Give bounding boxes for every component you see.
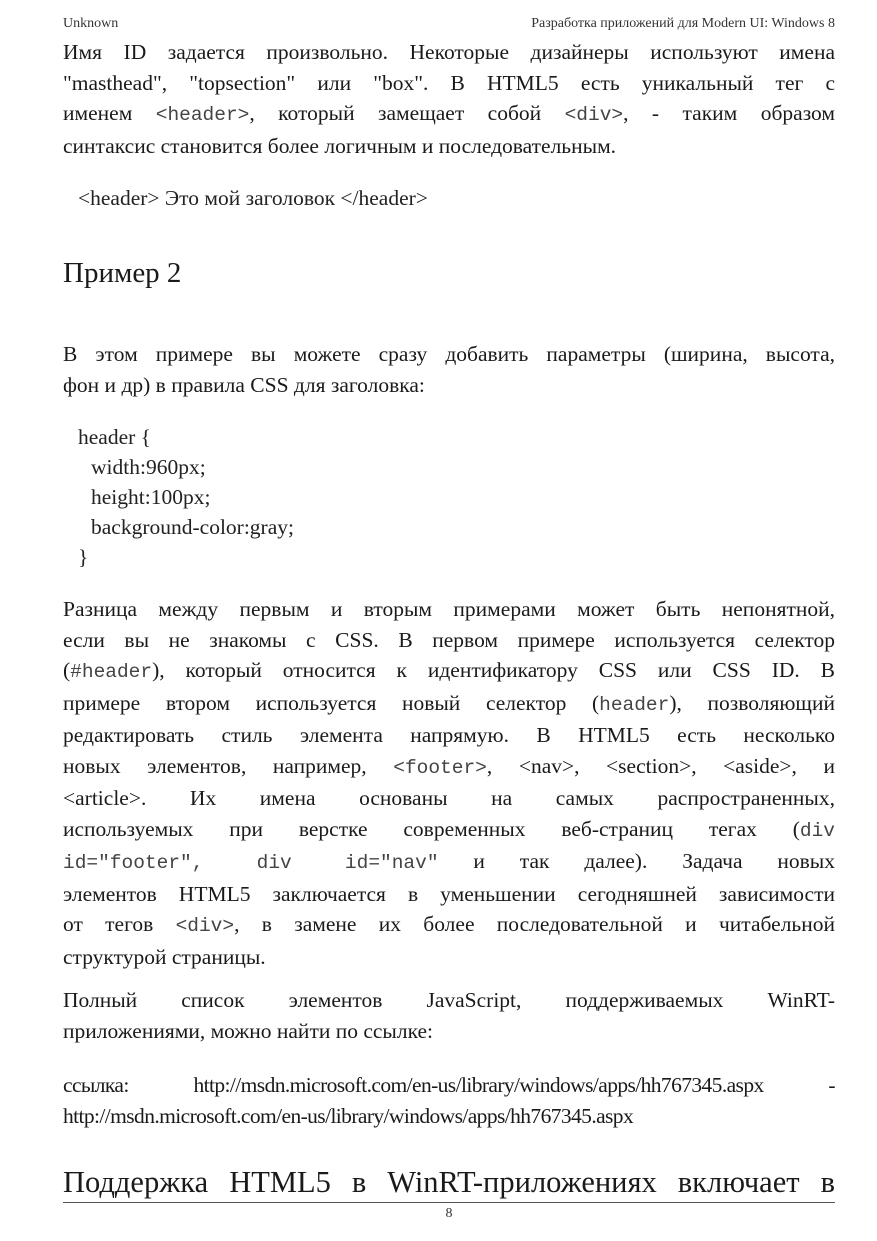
text-span: ), который относится к идентификатору CSS или CSS ID. В xyxy=(152,658,835,682)
text-line: "masthead", "topsection" или "box". В HTML5 есть уникальный тег с xyxy=(63,70,835,95)
code-line: } xyxy=(78,545,89,569)
inline-code-div: div xyxy=(799,819,835,842)
text-line xyxy=(63,751,835,784)
text-line: В этом примере вы можете сразу добавить параметры (ширина, высота, xyxy=(63,342,835,366)
text-line: структурой страницы. xyxy=(63,944,266,969)
paragraph-intro xyxy=(63,37,835,161)
code-line: header { xyxy=(78,425,151,449)
inline-code-div: <div> xyxy=(175,915,235,937)
code-line: width:960px; xyxy=(91,455,206,479)
text-line: <article>. Их имена основаны на самых распространенных, xyxy=(63,786,835,810)
reference-link-url[interactable]: http://msdn.microsoft.com/en-us/library/windows/apps/hh767345.aspx xyxy=(63,1103,634,1128)
inline-code-div: <div> xyxy=(564,104,624,126)
code-line: background-color:gray; xyxy=(91,515,294,539)
section-heading-example-2: Пример 2 xyxy=(63,257,182,289)
bottom-heading: Поддержка HTML5 в WinRT-приложениях включает в xyxy=(63,1165,835,1199)
text-line: редактировать стиль элемента напрямую. В HTML5 есть несколько xyxy=(63,723,835,747)
running-header xyxy=(63,16,835,36)
text-span: и так далее). Задача новых xyxy=(438,849,835,873)
text-line xyxy=(63,846,835,879)
header-left-text: Unknown xyxy=(63,16,119,31)
text-span: от тегов xyxy=(63,912,176,936)
footer-divider xyxy=(63,1202,835,1203)
text-line: фон и др) в правила CSS для заголовка: xyxy=(63,372,425,397)
text-span: , - таким образом xyxy=(623,101,836,125)
text-span: , <nav>, <section>, <aside>, и xyxy=(486,753,835,778)
document-page xyxy=(63,0,835,1241)
text-span: используемых при верстке современных веб-страниц тегах ( xyxy=(63,816,800,841)
inline-code-header: <header> xyxy=(155,104,250,126)
text-line xyxy=(63,814,835,847)
text-span: примере втором используется новый селектор ( xyxy=(63,690,600,715)
text-line xyxy=(63,655,835,688)
text-span: именем xyxy=(63,101,156,125)
text-line xyxy=(63,98,835,131)
text-span: , в замене их более последовательной и читабельной xyxy=(234,912,835,936)
text-line: приложениями, можно найти по ссылке: xyxy=(63,1018,434,1043)
text-line: Полный список элементов JavaScript, поддерживаемых WinRT- xyxy=(63,988,835,1012)
text-line: если вы не знакомы с CSS. В первом примере используется селектор xyxy=(63,627,835,652)
page-number: 8 xyxy=(445,1206,453,1221)
text-span: , который замещает собой xyxy=(249,101,565,125)
inline-code-footer: <footer> xyxy=(393,756,487,779)
paragraph-example-2 xyxy=(63,339,835,400)
inline-code-hash-header: #header xyxy=(70,661,153,683)
text-span: ), позволяющий xyxy=(669,690,835,715)
code-example-header: <header> Это мой заголовок </header> xyxy=(78,186,428,210)
paragraph-element-list xyxy=(63,985,835,1046)
header-book-title: Разработка приложений для Modern UI: Windows 8 xyxy=(531,16,835,31)
inline-code-header-selector: header xyxy=(599,693,670,716)
paragraph-differences xyxy=(63,594,835,972)
paragraph-link xyxy=(63,1070,835,1131)
text-span: новых элементов, например, xyxy=(63,753,394,778)
text-line xyxy=(63,688,835,721)
text-line: элементов HTML5 заключается в уменьшении сегодняшней зависимости xyxy=(63,881,835,906)
inline-code-ids: id="footer", div id="nav" xyxy=(63,852,439,874)
text-line: Имя ID задается произвольно. Некоторые дизайнеры используют имена xyxy=(63,40,835,64)
text-span: ( xyxy=(63,658,71,682)
reference-link[interactable]: ссылка: http://msdn.microsoft.com/en-us/library/windows/apps/hh767345.aspx - xyxy=(63,1073,835,1097)
text-line: Разница между первым и вторым примерами может быть непонятной, xyxy=(63,597,835,621)
text-line: синтаксис становится более логичным и последовательным. xyxy=(63,133,617,158)
text-line xyxy=(63,909,835,942)
code-line: height:100px; xyxy=(91,485,211,509)
